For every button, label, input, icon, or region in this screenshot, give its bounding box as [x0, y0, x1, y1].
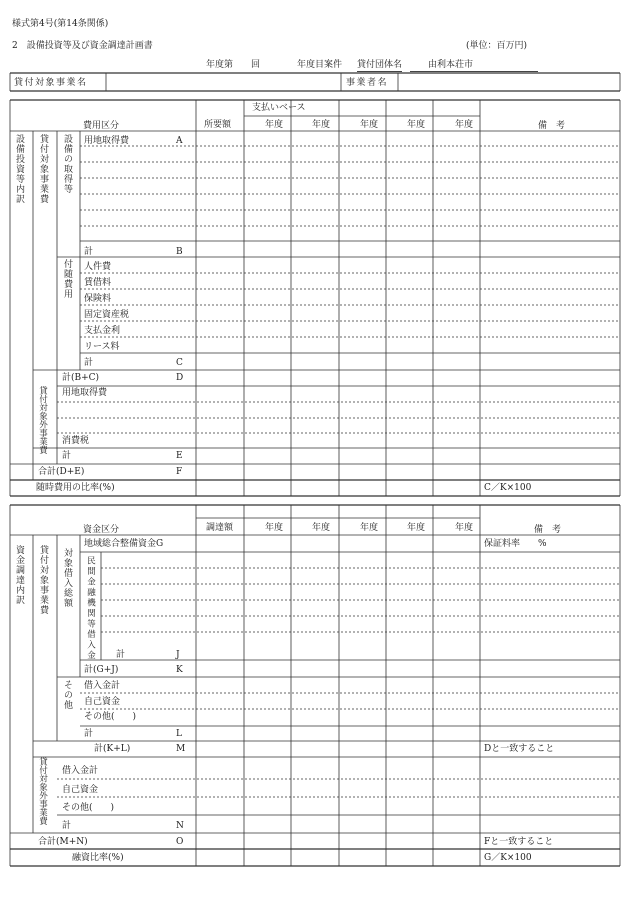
land-acquisition-cost: 用地取得費	[84, 136, 130, 146]
guarantee-rate: 保証料率 %	[484, 539, 547, 549]
label-e: E	[176, 451, 183, 461]
other-item: 自己資金	[84, 697, 121, 707]
subtotal-c-label: 計	[84, 358, 94, 368]
incidental-item: 支払金利	[84, 326, 121, 336]
year-header-1: 年度	[265, 523, 284, 533]
sum-kl-label: 計(K+L)	[94, 744, 131, 754]
year-header-3: 年度	[360, 523, 379, 533]
remarks-header: 備 考	[534, 525, 562, 535]
sum-bc-label: 計(B+C)	[62, 373, 100, 383]
note-match-d: Dと一致すること	[484, 744, 555, 754]
org-value: 由利本荘市	[410, 61, 538, 72]
incidental-item: 固定資産税	[84, 310, 130, 320]
year-header-4: 年度	[407, 523, 426, 533]
org-label: 貸付団体名	[357, 60, 403, 70]
land-acquisition-cost-nonloan: 用地取得費	[62, 388, 108, 398]
financing-ratio-label: 融資比率(%)	[72, 853, 124, 863]
financing-ratio-formula: G／K×100	[484, 853, 532, 863]
note-match-f: Fと一致すること	[484, 837, 554, 847]
incidental-item: 人件費	[84, 262, 112, 272]
label-b: B	[176, 247, 183, 257]
incidental-ratio-label: 随時費用の比率(%)	[36, 483, 115, 493]
capex-breakdown-label: 設備投資等内訳	[14, 134, 24, 204]
operator-name-label: 事業者名	[346, 78, 389, 88]
year-header-3: 年度	[360, 120, 379, 130]
regional-fund-g: 地域総合整備資金G	[84, 539, 164, 549]
incidental-item: 賃借料	[84, 278, 112, 288]
year-number-label: 年度第 回	[206, 60, 261, 70]
incidental-item: 保険料	[84, 294, 112, 304]
nonloan-item: 借入金計	[62, 766, 99, 776]
payment-basis-label: 支払いベース	[252, 103, 306, 113]
project-name-label: 貸付対象事業名	[14, 78, 88, 88]
label-m: M	[176, 744, 186, 754]
fund-breakdown-label: 資金調達内訳	[14, 545, 24, 605]
sum-gj-label: 計(G+J)	[84, 665, 119, 675]
loan-project-cost-label: 貸付対象事業費	[38, 134, 48, 204]
incidental-cost-label: 付随費用	[62, 259, 72, 299]
label-o: O	[176, 837, 184, 847]
other-item: その他( )	[84, 712, 137, 722]
target-borrowing-label: 対象借入総額	[62, 548, 72, 608]
label-j: J	[176, 650, 180, 660]
label-l: L	[176, 729, 182, 739]
label-c: C	[176, 358, 183, 368]
subtotal-e-label: 計	[62, 451, 72, 461]
label-a: A	[176, 136, 183, 146]
private-bank-loan-label: 民間金融機関等借入金	[85, 556, 96, 661]
year-header-5: 年度	[455, 120, 474, 130]
subtotal-n-label: 計	[62, 821, 72, 831]
equipment-acquisition-label: 設備の取得等	[62, 134, 72, 194]
fund-category-label: 資金区分	[83, 525, 120, 535]
section-title: 2 設備投資等及び資金調達計画書	[12, 41, 153, 51]
incidental-item: リース料	[84, 342, 120, 352]
non-loan-project-cost-label: 貸付対象外事業費	[37, 386, 48, 454]
year-header-1: 年度	[265, 120, 284, 130]
subtotal-j-label: 計	[116, 650, 126, 660]
year-header-2: 年度	[312, 120, 331, 130]
procurement-amount-label: 調達額	[206, 523, 234, 533]
other-funds-label: その他	[62, 680, 72, 710]
remarks-header: 備 考	[538, 121, 566, 131]
year-case-label: 年度目案件	[297, 60, 343, 70]
consumption-tax: 消費税	[62, 436, 90, 446]
unit-label: (単位：百万円)	[466, 41, 528, 51]
nonloan-item: その他( )	[62, 803, 115, 813]
total-mn-label: 合計(M+N)	[38, 837, 88, 847]
loan-project-cost-label: 貸付対象事業費	[38, 545, 48, 615]
label-n: N	[176, 821, 184, 831]
label-d: D	[176, 373, 184, 383]
year-header-5: 年度	[455, 523, 474, 533]
non-loan-project-cost-label: 貸付対象外事業費	[37, 757, 48, 825]
required-amount-label: 所要額	[204, 120, 232, 130]
year-header-2: 年度	[312, 523, 331, 533]
cost-category-label: 費用区分	[83, 121, 120, 131]
label-k: K	[176, 665, 183, 675]
year-header-4: 年度	[407, 120, 426, 130]
nonloan-item: 自己資金	[62, 785, 99, 795]
label-f: F	[176, 467, 183, 477]
other-item: 借入金計	[84, 681, 121, 691]
form-number: 様式第4号(第14条関係)	[12, 19, 109, 29]
subtotal-b-label: 計	[84, 247, 94, 257]
total-de-label: 合計(D+E)	[38, 467, 85, 477]
subtotal-l-label: 計	[84, 729, 94, 739]
incidental-ratio-formula: C／K×100	[484, 483, 532, 493]
